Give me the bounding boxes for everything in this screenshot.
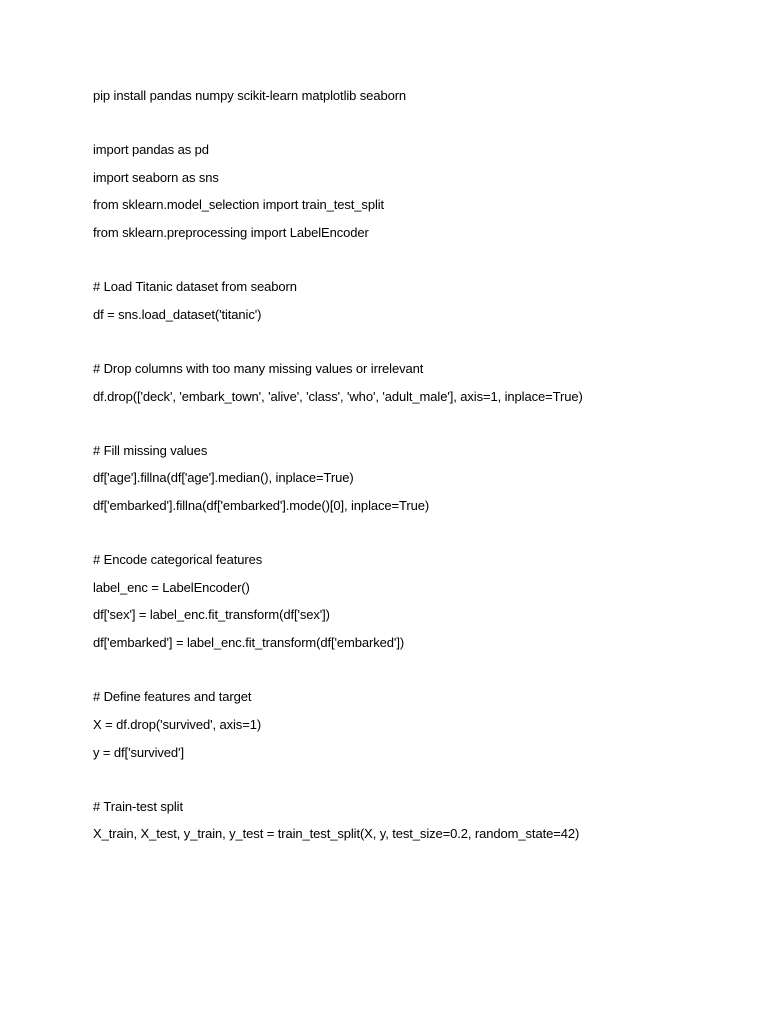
comment-encode-features: # Encode categorical features [93, 552, 263, 567]
define-x-line: X = df.drop('survived', axis=1) [93, 717, 262, 732]
import-label-encoder-line: from sklearn.preprocessing import LabelEncoder [93, 225, 369, 240]
define-y-line: y = df['survived'] [93, 745, 184, 760]
fill-embarked-line: df['embarked'].fillna(df['embarked'].mode()[0], inplace=True) [93, 498, 430, 513]
comment-define-features: # Define features and target [93, 689, 252, 704]
load-dataset-line: df = sns.load_dataset('titanic') [93, 307, 262, 322]
train-test-split-line: X_train, X_test, y_train, y_test = train_test_split(X, y, test_size=0.2, random_state=42) [93, 826, 580, 841]
import-pandas-line: import pandas as pd [93, 142, 209, 157]
fill-age-line: df['age'].fillna(df['age'].median(), inplace=True) [93, 470, 354, 485]
comment-load-dataset: # Load Titanic dataset from seaborn [93, 279, 297, 294]
import-train-test-split-line: from sklearn.model_selection import train_test_split [93, 197, 385, 212]
import-seaborn-line: import seaborn as sns [93, 170, 219, 185]
label-encoder-line: label_enc = LabelEncoder() [93, 580, 250, 595]
pip-install-line: pip install pandas numpy scikit-learn matplotlib seaborn [93, 88, 407, 103]
comment-drop-columns: # Drop columns with too many missing values or irrelevant [93, 361, 424, 376]
comment-train-test-split: # Train-test split [93, 799, 183, 814]
encode-sex-line: df['sex'] = label_enc.fit_transform(df['sex']) [93, 607, 330, 622]
comment-fill-missing: # Fill missing values [93, 443, 208, 458]
drop-columns-line: df.drop(['deck', 'embark_town', 'alive', 'class', 'who', 'adult_male'], axis=1, inplace=True) [93, 389, 583, 404]
encode-embarked-line: df['embarked'] = label_enc.fit_transform(df['embarked']) [93, 635, 405, 650]
